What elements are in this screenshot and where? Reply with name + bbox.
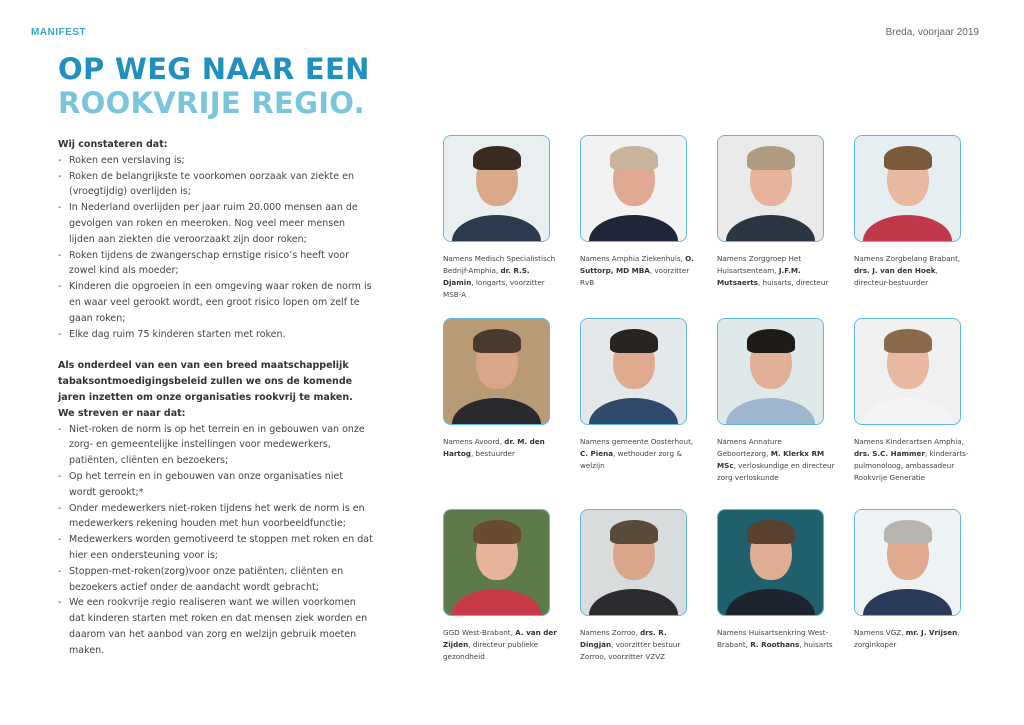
- streven-heading: We streven er naar dat:: [58, 407, 186, 419]
- signatory-caption: [854, 627, 972, 651]
- caption-name: J.F.M. Mutsaerts: [717, 266, 801, 287]
- signatory-card: [443, 135, 558, 301]
- constateren-list: [58, 153, 373, 343]
- portrait-photo: [717, 509, 824, 616]
- caption-role: , directeur-bestuurder: [854, 266, 938, 287]
- caption-role: , huisarts, directeur: [757, 278, 829, 287]
- caption-name: dr. M. den Hartog: [443, 437, 545, 458]
- signatory-caption: [854, 436, 972, 484]
- signatory-card: [580, 135, 695, 289]
- caption-name: mr. J. Vrijsen: [905, 628, 958, 637]
- streven-list: [58, 422, 373, 659]
- caption-name: C. Piena: [580, 449, 614, 458]
- caption-name: R. Roothans: [750, 640, 800, 649]
- caption-role: , kinderarts-pulmonoloog, ambassadeur Rookvrije Generatie: [854, 449, 969, 482]
- signatory-card: [854, 318, 969, 484]
- caption-name: drs. S.C. Hammer: [854, 449, 925, 458]
- portrait-photo: [580, 509, 687, 616]
- caption-role: , zorginkoper: [854, 628, 960, 649]
- caption-role: , longarts, voorzitter MSB-A: [443, 278, 545, 299]
- caption-organisation: Namens Kinderartsen Amphia,: [854, 437, 964, 446]
- signatory-caption: [443, 436, 561, 460]
- caption-name: O. Suttorp, MD MBA: [580, 254, 694, 275]
- signatory-card: [443, 318, 558, 460]
- portrait-photo: [443, 318, 550, 425]
- portrait-photo: [580, 318, 687, 425]
- list-item: - Medewerkers worden gemotiveerd te stoppen met roken en dat hier een ondersteuning voor is;: [58, 532, 373, 564]
- top-bar: [31, 27, 979, 41]
- caption-organisation: Namens gemeente Oosterhout,: [580, 437, 694, 446]
- caption-name: M. Klerkx RM MSc: [717, 449, 825, 470]
- list-item: - We een rookvrije regio realiseren want we willen voorkomen dat kinderen starten met roken en dat mensen ziek worden en daarom van het aanbod van zorg en welzijn gebruik moeten maken.: [58, 595, 373, 658]
- caption-organisation: Namens VGZ,: [854, 628, 906, 637]
- list-item: - Kinderen die opgroeien in een omgeving waar roken de norm is en waar veel gerookt wordt, een groot risico lopen om zelf te gaan roken;: [58, 279, 373, 326]
- caption-role: , verloskundige en directeur zorg verloskunde: [717, 461, 835, 482]
- signatory-caption: [717, 253, 835, 289]
- signatory-caption: [854, 253, 972, 289]
- caption-organisation: Namens Avoord,: [443, 437, 505, 446]
- caption-organisation: Namens Amphia Ziekenhuis,: [580, 254, 686, 263]
- signatory-caption: [717, 627, 835, 651]
- caption-name: dr. R.S. Djamin: [443, 266, 530, 287]
- caption-organisation: GGD West-Brabant,: [443, 628, 516, 637]
- caption-organisation: Namens Medisch Specialistisch Bedrijf-Amphia,: [443, 254, 556, 275]
- signatory-caption: [717, 436, 835, 484]
- caption-organisation: Namens Annature Geboortezorg,: [717, 437, 782, 458]
- manifest-text: [58, 137, 373, 659]
- signatory-caption: [580, 253, 698, 289]
- signatories-grid: [443, 135, 968, 675]
- signatory-caption: [580, 436, 698, 472]
- caption-name: drs. J. van den Hoek: [854, 266, 936, 275]
- signatory-card: [580, 318, 695, 472]
- caption-organisation: Namens Zorroo,: [580, 628, 641, 637]
- list-item: - Roken de belangrijkste te voorkomen oorzaak van ziekte en (vroegtijdig) overlijden is;: [58, 169, 373, 201]
- signatory-card: [443, 509, 558, 663]
- signatory-card: [854, 509, 969, 651]
- signatory-card: [717, 135, 832, 289]
- caption-role: , bestuurder: [470, 449, 515, 458]
- signatory-caption: [443, 253, 561, 301]
- list-item: - In Nederland overlijden per jaar ruim 20.000 mensen aan de gevolgen van roken en meeroken. Nog veel meer mensen lijden aan ziekten die veroorzaakt zijn door roken;: [58, 200, 373, 247]
- signatory-card: [717, 509, 832, 651]
- dateline: Breda, voorjaar 2019: [885, 27, 979, 38]
- title-line-2: ROOKVRIJE REGIO.: [58, 86, 365, 120]
- signatory-caption: [443, 627, 561, 663]
- caption-organisation: Namens Zorgbelang Brabant,: [854, 254, 961, 263]
- portrait-photo: [854, 318, 961, 425]
- caption-organisation: Namens Huisartsenkring West-Brabant,: [717, 628, 829, 649]
- caption-name: drs. R. Dingjan: [580, 628, 667, 649]
- signatory-card: [580, 509, 695, 663]
- signatory-card: [717, 318, 835, 484]
- signatory-card: [854, 135, 969, 289]
- list-item: - Stoppen-met-roken(zorg)voor onze patiënten, cliënten en bezoekers actief onder de aandacht wordt gebracht;: [58, 564, 373, 596]
- portrait-photo: [443, 509, 550, 616]
- portrait-photo: [443, 135, 550, 242]
- portrait-photo: [717, 318, 824, 425]
- page-title: [58, 52, 370, 120]
- caption-role: , huisarts: [799, 640, 833, 649]
- caption-role: , wethouder zorg & welzijn: [580, 449, 682, 470]
- list-item: - Roken tijdens de zwangerschap ernstige risico’s heeft voor zowel kind als moeder;: [58, 248, 373, 280]
- list-item: - Roken een verslaving is;: [58, 153, 373, 169]
- caption-role: , directeur publieke gezondheid: [443, 640, 539, 661]
- list-item: - Op het terrein en in gebouwen van onze organisaties niet wordt gerookt;*: [58, 469, 373, 501]
- list-item: - Elke dag ruim 75 kinderen starten met roken.: [58, 327, 373, 343]
- signatory-caption: [580, 627, 698, 663]
- caption-role: , voorzitter bestuur Zorroo, voorzitter VZVZ: [580, 640, 681, 661]
- list-item: - Niet-roken de norm is op het terrein en in gebouwen van onze zorg- en gemeentelijke instellingen voor medewerkers, patiënten, cliënten en bezoekers;: [58, 422, 373, 469]
- caption-name: A. van der Zijden: [443, 628, 557, 649]
- streven-intro: Als onderdeel van een van een breed maatschappelijk tabaksontmoedigingsbeleid zullen we ons de komende jaren inzetten om onze organisaties rookvrij te maken.: [58, 360, 353, 403]
- caption-role: , voorzitter RvB: [580, 266, 690, 287]
- portrait-photo: [854, 509, 961, 616]
- portrait-photo: [717, 135, 824, 242]
- portrait-photo: [854, 135, 961, 242]
- constateren-heading: Wij constateren dat:: [58, 139, 168, 150]
- title-line-1: OP WEG NAAR EEN: [58, 52, 370, 86]
- portrait-photo: [580, 135, 687, 242]
- list-item: - Onder medewerkers niet-roken tijdens het werk de norm is en medewerkers rekening houden met hun voorbeeldfunctie;: [58, 501, 373, 533]
- caption-organisation: Namens Zorggroep Het Huisartsenteam,: [717, 254, 802, 275]
- section-label: MANIFEST: [31, 27, 87, 38]
